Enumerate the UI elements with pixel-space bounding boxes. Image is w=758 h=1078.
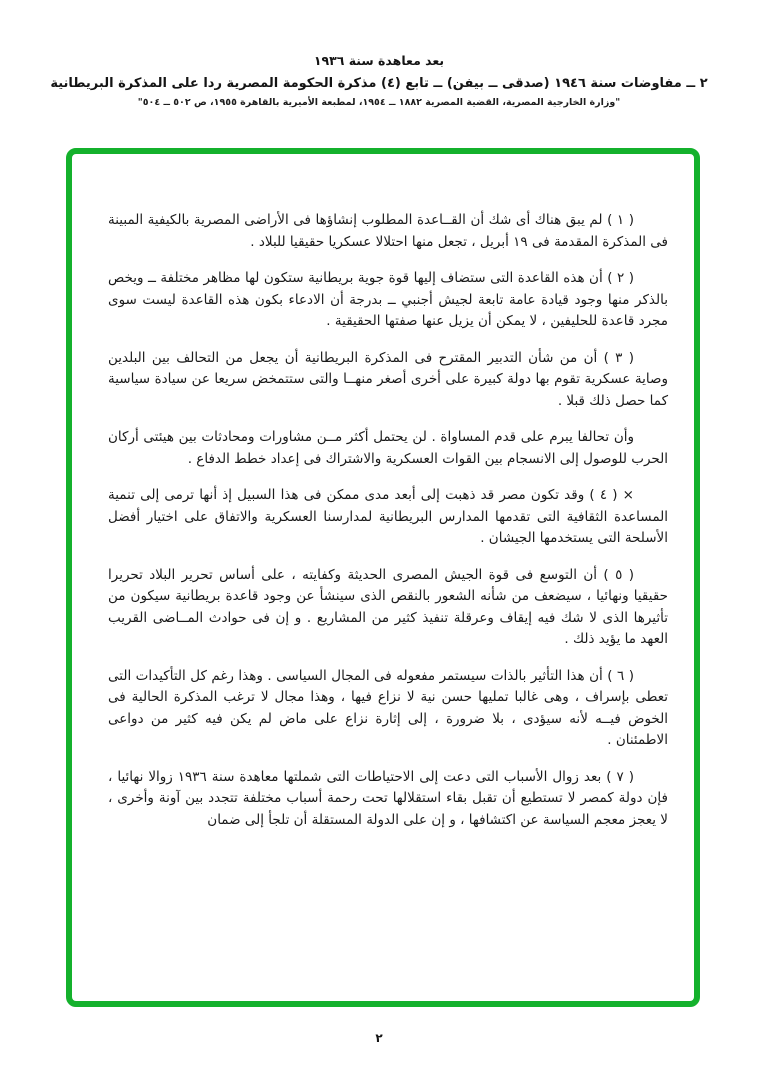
page-number: ٢ — [375, 1031, 383, 1045]
body-paragraph: ( ٥ ) أن التوسع فى قوة الجيش المصرى الحديثة وكفايته ، على أساس تحرير البلاد تحريرا حقيقيا ونهائيا ، سيضعف من شأنه الشعور بالنقص الذى سينشأ عن وجود قاعدة بريطانية سيكون من تأثيرها الذى لا شك فيه إيقاف وعرقلة تنفيذ كثير من المشاريع . و إن فى حوادث المــاضى القريب العهد ما يؤيد ذلك . — [108, 566, 668, 647]
scanned-text-block — [72, 154, 694, 831]
body-paragraph: ( ٣ ) أن من شأن التدبير المقترح فى المذكرة البريطانية أن يجعل من التحالف بين البلدين وصاية عسكرية تقوم بها دولة كبيرة على أخرى أصغر منهــا والتى ستتمخض سريعا عن سيادة سياسية كما حصل ذلك قبلا . — [108, 349, 668, 409]
header-document-title: ٢ ــ مفاوضات سنة ١٩٤٦ (صدقى ــ بيفن) ــ تابع (٤) مذكرة الحكومة المصرية ردا على المذكرة البريطانية — [50, 76, 708, 91]
body-paragraph: × ( ٤ ) وقد تكون مصر قد ذهبت إلى أبعد مدى ممكن فى هذا السبيل إذ أنها ترمى إلى تنمية المساعدة الثقافية التى تقدمها المدارس البريطانية لمدارسنا العسكرية والاتفاق على اختيار أفضل الأسلحة التى يستخدمها الجيشان . — [108, 487, 668, 546]
body-paragraph: ( ١ ) لم يبق هناك أى شك أن القــاعدة المطلوب إنشاؤها فى الأراضى المصرية بالكيفية المبينة فى المذكرة المقدمة فى ١٩ أبريل ، تجعل منها احتلالا عسكريا حقيقيا للبلاد . — [108, 212, 668, 250]
body-paragraph: ( ٧ ) بعد زوال الأسباب التى دعت إلى الاحتياطات التى شملتها معاهدة سنة ١٩٣٦ زوالا نهائيا ، فإن دولة كمصر لا تستطيع أن تقبل بقاء استقلالها تحت رحمة أسباب مختلفة تتجدد بين آونة وأخرى ، لا يعجز معجم السياسة عن اكتشافها ، و إن على الدولة المستقلة أن تلجأ إلى ضمان — [108, 768, 668, 828]
body-paragraph: ( ٢ ) أن هذه القاعدة التى ستضاف إليها قوة جوية بريطانية ستكون لها مظاهر مختلفة ــ ويخص بالذكر منها وجود قيادة عامة تابعة لجيش أجنبي ــ بدرجة أن الادعاء بكون هذه القاعدة ليست سوى مجرد قاعدة للحليفين ، لا يمكن أن يزيل عنها صفتها الحقيقية . — [108, 270, 668, 329]
body-paragraph: ( ٦ ) أن هذا التأثير بالذات سيستمر مفعوله فى المجال السياسى . وهذا رغم كل التأكيدات التى تعطى بإسراف ، وهى غالبا تمليها حسن نية لا نزاع فيها ، وهذا مجال لا ترغب المذكرة الحالية فى الخوض فيــه لأنه سيؤدى ، بلا ضرورة ، إلى إثارة نزاع على ماض لم يكن فيه كثير من دواعى الاطمئنان . — [108, 667, 668, 748]
header-treaty-title: بعد معاهدة سنة ١٩٣٦ — [313, 53, 445, 68]
document-header — [0, 0, 758, 108]
body-paragraph: وأن تحالفا يبرم على قدم المساواة . لن يحتمل أكثر مــن مشاورات ومحادثات بين هيئتى أركان الحرب للوصول إلى الانسجام بين القوات العسكرية والاشتراك فى إعداد خطط الدفاع . — [108, 429, 668, 467]
green-highlight-box — [66, 148, 700, 1007]
header-source-citation: "وزارة الخارجية المصرية، القضية المصرية ١٨٨٢ ــ ١٩٥٤، لمطبعة الأميرية بالقاهرة ١٩٥٥، ص ٥٠٢ ــ ٥٠٤" — [137, 97, 621, 108]
